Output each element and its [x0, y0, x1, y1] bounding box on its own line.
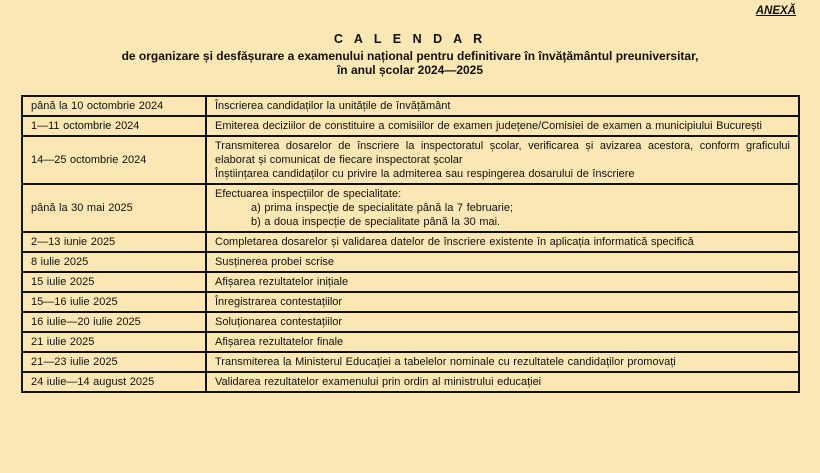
activity-line: Validarea rezultatelor examenului prin ordin al ministrului educației [215, 376, 542, 388]
date-cell: 24 iulie—14 august 2025 [22, 372, 206, 392]
activity-line: Afișarea rezultatelor inițiale [215, 276, 349, 288]
activity-cell [206, 184, 799, 232]
activity-line: Efectuarea inspecțiilor de specialitate: [215, 188, 402, 200]
table-row [22, 372, 799, 392]
activity-cell [206, 312, 799, 332]
activity-cell [206, 372, 799, 392]
activity-cell [206, 272, 799, 292]
activity-line: Susținerea probei scrise [215, 256, 335, 268]
activity-line: Înștiințarea candidaților cu privire la admiterea sau respingerea dosarului de înscriere [215, 168, 635, 180]
activity-line: Transmiterea la Ministerul Educației a tabelelor nominale cu rezultatele candidaților promovați [215, 356, 676, 368]
table-row [22, 96, 799, 116]
document-subtitle-line2: în anul școlar 2024—2025 [336, 63, 484, 77]
document-header [0, 32, 820, 77]
date-cell: 16 iulie—20 iulie 2025 [22, 312, 206, 332]
calendar-table [21, 95, 800, 393]
table-row [22, 136, 799, 184]
date-cell: 8 iulie 2025 [22, 252, 206, 272]
activity-cell [206, 332, 799, 352]
activity-cell [206, 136, 799, 184]
activity-line: Completarea dosarelor și validarea datelor de înscriere existente în aplicația informatică specifică [215, 236, 694, 248]
activity-line: Transmiterea dosarelor de înscriere la inspectoratul școlar, verificarea și avizarea acestora, conform graficului elaborat și comunicat de fiecare inspectorat școlar [215, 140, 790, 166]
table-row [22, 252, 799, 272]
activity-line: Soluționarea contestațiilor [215, 316, 343, 328]
annex-label: ANEXĂ [755, 5, 796, 17]
table-row [22, 232, 799, 252]
table-row [22, 292, 799, 312]
activity-cell [206, 232, 799, 252]
activity-line: Emiterea deciziilor de constituire a comisiilor de examen județene/Comisiei de examen a municipiului București [215, 120, 762, 132]
table-row [22, 352, 799, 372]
activity-cell [206, 116, 799, 136]
activity-line: Afișarea rezultatelor finale [215, 336, 344, 348]
table-row [22, 116, 799, 136]
activity-cell [206, 252, 799, 272]
date-cell: 15 iulie 2025 [22, 272, 206, 292]
activity-line: a) prima inspecție de specialitate până la 7 februarie; [251, 202, 514, 214]
table-row [22, 332, 799, 352]
activity-line: b) a doua inspecție de specialitate până la 30 mai. [251, 216, 501, 228]
calendar-table-body [22, 96, 799, 392]
date-cell: 21—23 iulie 2025 [22, 352, 206, 372]
activity-cell [206, 352, 799, 372]
date-cell: 21 iulie 2025 [22, 332, 206, 352]
table-row [22, 312, 799, 332]
activity-cell [206, 292, 799, 312]
activity-line: Înscrierea candidaților la unitățile de învățământ [215, 100, 451, 112]
date-cell: 2—13 iunie 2025 [22, 232, 206, 252]
table-row [22, 272, 799, 292]
date-cell: până la 10 octombrie 2024 [22, 96, 206, 116]
activity-cell [206, 96, 799, 116]
date-cell: 15—16 iulie 2025 [22, 292, 206, 312]
date-cell: 1—11 octombrie 2024 [22, 116, 206, 136]
date-cell: până la 30 mai 2025 [22, 184, 206, 232]
document-subtitle-line1: de organizare și desfășurare a examenului național pentru definitivare în învățământul preuniversitar, [121, 49, 699, 63]
activity-line: Înregistrarea contestațiilor [215, 296, 343, 308]
document-title: C A L E N D A R [333, 32, 487, 46]
date-cell: 14—25 octombrie 2024 [22, 136, 206, 184]
table-row [22, 184, 799, 232]
